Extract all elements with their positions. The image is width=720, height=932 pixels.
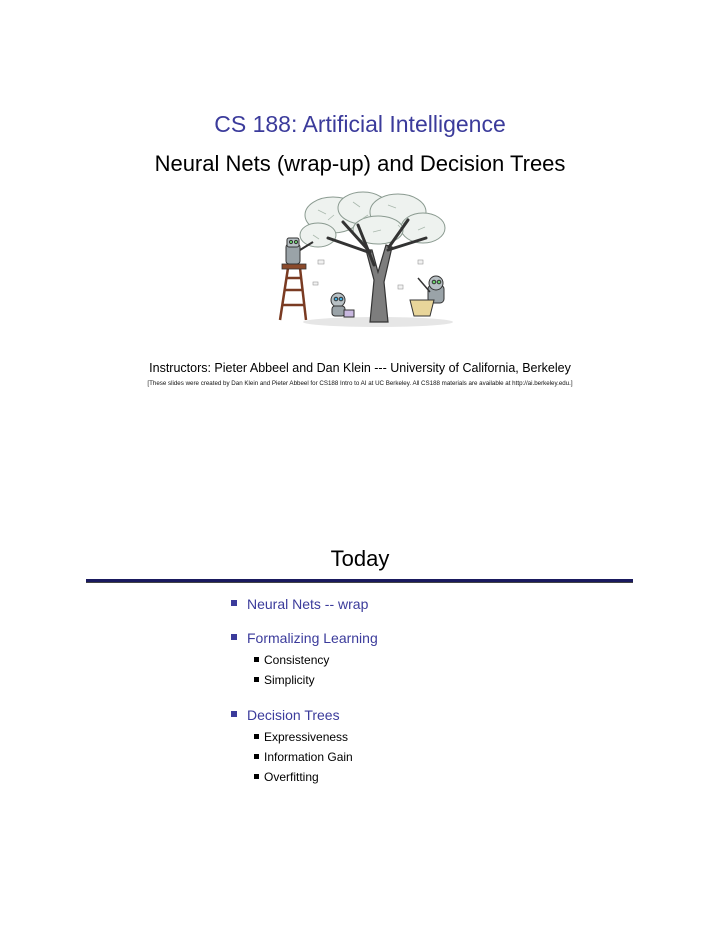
agenda-subitem-label: Overfitting bbox=[264, 770, 319, 784]
agenda-group bbox=[231, 706, 611, 787]
title-rule bbox=[86, 579, 633, 582]
agenda-subitem-label: Simplicity bbox=[264, 673, 315, 687]
agenda-item bbox=[231, 629, 611, 647]
agenda-item bbox=[231, 595, 611, 613]
square-bullet-icon bbox=[254, 754, 259, 759]
square-bullet-icon bbox=[254, 734, 259, 739]
slide-credits: [These slides were created by Dan Klein and Pieter Abbeel for CS188 Intro to AI at UC Berkeley. All CS188 materials are available at http://ai.berkeley.edu.] bbox=[147, 380, 573, 387]
agenda-item-label: Formalizing Learning bbox=[247, 630, 378, 646]
agenda-group bbox=[231, 629, 611, 690]
agenda-item bbox=[231, 706, 611, 724]
course-title: CS 188: Artificial Intelligence bbox=[214, 111, 506, 137]
agenda-subitem bbox=[231, 767, 611, 787]
agenda-group bbox=[231, 595, 611, 613]
robots-under-decision-tree-icon bbox=[258, 190, 468, 340]
agenda-subitem bbox=[231, 670, 611, 690]
agenda-item-label: Neural Nets -- wrap bbox=[247, 596, 369, 612]
square-bullet-icon bbox=[231, 711, 237, 717]
square-bullet-icon bbox=[231, 600, 237, 606]
square-bullet-icon bbox=[231, 634, 237, 640]
square-bullet-icon bbox=[254, 677, 259, 682]
agenda-subitem-label: Information Gain bbox=[264, 750, 353, 764]
agenda-item-label: Decision Trees bbox=[247, 707, 340, 723]
lecture-subtitle: Neural Nets (wrap-up) and Decision Trees bbox=[154, 151, 566, 176]
instructors-line: Instructors: Pieter Abbeel and Dan Klein --- University of California, Berkeley bbox=[149, 361, 571, 375]
square-bullet-icon bbox=[254, 657, 259, 662]
agenda-subitem bbox=[231, 650, 611, 670]
square-bullet-icon bbox=[254, 774, 259, 779]
agenda-list bbox=[231, 595, 611, 803]
agenda-subitem bbox=[231, 727, 611, 747]
slide-title-today: Today bbox=[330, 546, 390, 571]
agenda-subitem-label: Consistency bbox=[264, 653, 330, 667]
agenda-subitem-label: Expressiveness bbox=[264, 730, 349, 744]
agenda-subitem bbox=[231, 747, 611, 767]
